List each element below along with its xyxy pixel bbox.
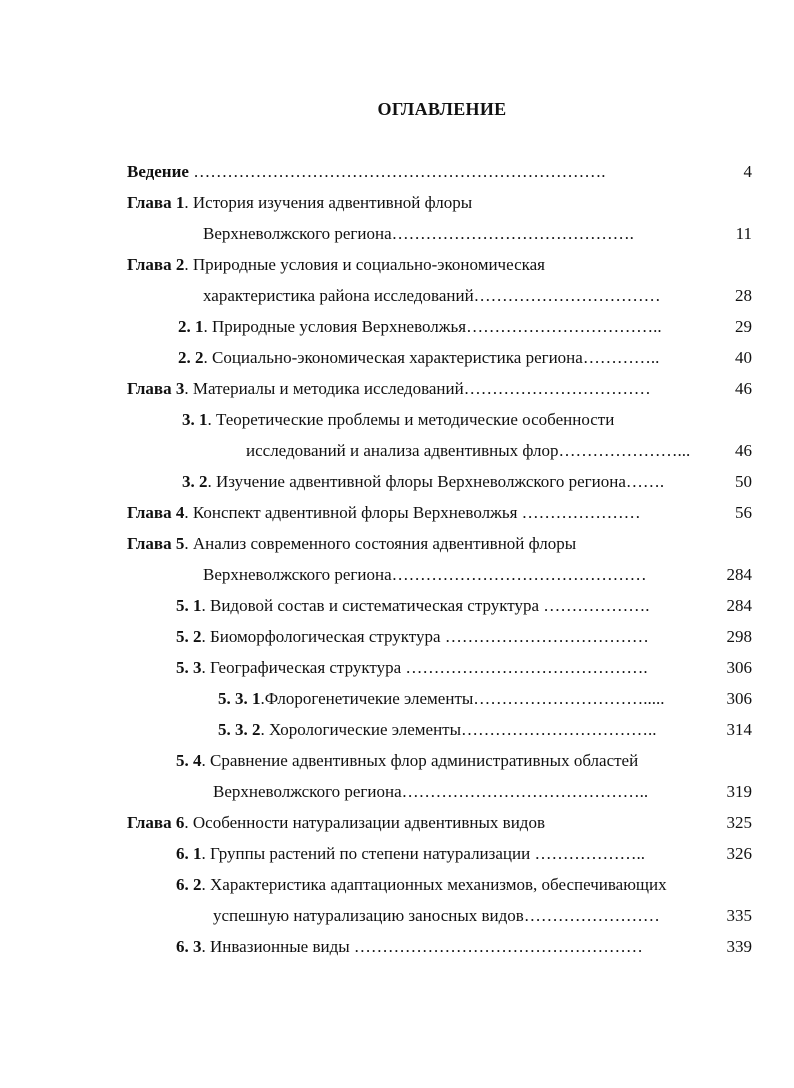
toc-text: . Хорологические элементы…………………………….. bbox=[260, 720, 657, 739]
toc-text: Верхневолжского региона…………………………………….. bbox=[213, 782, 649, 801]
toc-label: 6. 1 bbox=[176, 844, 202, 863]
toc-text: Верхневолжского региона……………………………………. bbox=[203, 224, 634, 243]
toc-label: 6. 2 bbox=[176, 875, 202, 894]
toc-line bbox=[127, 532, 576, 556]
page-title: ОГЛАВЛЕНИЕ bbox=[377, 99, 507, 119]
toc-text: . Теоретические проблемы и методические особенности bbox=[207, 410, 615, 429]
toc-label: 6. 3 bbox=[176, 937, 202, 956]
toc-text: . Конспект адвентивной флоры Верхневолжья ………………… bbox=[184, 503, 641, 522]
toc-line bbox=[176, 842, 645, 866]
toc-label: Ведение bbox=[127, 162, 189, 181]
toc-text: . Характеристика адаптационных механизмов, обеспечивающих bbox=[201, 875, 667, 894]
toc-label: 2. 1 bbox=[178, 317, 204, 336]
toc-text: . Анализ современного состояния адвентивной флоры bbox=[184, 534, 577, 553]
toc-line bbox=[182, 470, 664, 494]
toc-page-number: 50 bbox=[735, 472, 752, 491]
toc-text: исследований и анализа адвентивных флор…………………... bbox=[246, 441, 691, 460]
toc-line bbox=[127, 191, 472, 215]
toc-line bbox=[127, 253, 545, 277]
toc-line bbox=[178, 346, 659, 370]
toc-label: 5. 4 bbox=[176, 751, 202, 770]
toc-page-number: 284 bbox=[726, 596, 752, 615]
toc-page-number: 319 bbox=[726, 782, 752, 801]
toc-line bbox=[127, 160, 605, 184]
toc-label: 5. 3. 2 bbox=[218, 720, 261, 739]
toc-line bbox=[176, 594, 650, 618]
toc-line bbox=[176, 749, 638, 773]
toc-line bbox=[203, 563, 647, 587]
toc-text: успешную натурализацию заносных видов…………………… bbox=[213, 906, 660, 925]
toc-label: 5. 3 bbox=[176, 658, 202, 677]
toc-page-number: 306 bbox=[726, 689, 752, 708]
toc-text: . История изучения адвентивной флоры bbox=[184, 193, 473, 212]
toc-label: Глава 4 bbox=[127, 503, 185, 522]
toc-page-number: 4 bbox=[743, 162, 752, 181]
toc-text: . Видовой состав и систематическая структура ………………. bbox=[201, 596, 650, 615]
toc-page-number: 306 bbox=[726, 658, 752, 677]
toc-page-number: 284 bbox=[726, 565, 752, 584]
toc-line bbox=[176, 935, 643, 959]
toc-label: 3. 2 bbox=[182, 472, 208, 491]
toc-label: 5. 1 bbox=[176, 596, 202, 615]
toc-label: Глава 2 bbox=[127, 255, 185, 274]
toc-label: Глава 6 bbox=[127, 813, 185, 832]
toc-text: Верхневолжского региона……………………………………… bbox=[203, 565, 647, 584]
toc-page-number: 29 bbox=[735, 317, 752, 336]
toc-text: . Природные условия Верхневолжья…………………………….. bbox=[203, 317, 662, 336]
toc-line bbox=[213, 780, 648, 804]
toc-line bbox=[178, 315, 662, 339]
toc-text: . Биоморфологическая структура ……………………………… bbox=[201, 627, 649, 646]
toc-line bbox=[176, 625, 649, 649]
toc-label: 3. 1 bbox=[182, 410, 208, 429]
toc-text: . Инвазионные виды …………………………………………… bbox=[201, 937, 643, 956]
toc-text: . Социально-экономическая характеристика региона………….. bbox=[203, 348, 660, 367]
toc-page-number: 314 bbox=[726, 720, 752, 739]
toc-line bbox=[182, 408, 614, 432]
toc-text: . Особенности натурализации адвентивных видов bbox=[184, 813, 545, 832]
toc-page-number: 11 bbox=[735, 224, 752, 243]
toc-page-number: 339 bbox=[726, 937, 752, 956]
toc-line bbox=[218, 718, 657, 742]
toc-line bbox=[218, 687, 665, 711]
toc-text: . Сравнение адвентивных флор административных областей bbox=[201, 751, 639, 770]
toc-line bbox=[127, 377, 651, 401]
toc-text: характеристика района исследований…………………………… bbox=[203, 286, 661, 305]
toc-label: Глава 3 bbox=[127, 379, 185, 398]
toc-line bbox=[176, 873, 667, 897]
toc-label: 5. 2 bbox=[176, 627, 202, 646]
toc-line bbox=[127, 811, 545, 835]
toc-page-number: 298 bbox=[726, 627, 752, 646]
toc-page-number: 56 bbox=[735, 503, 752, 522]
toc-page-number: 46 bbox=[735, 379, 752, 398]
toc-page-number: 46 bbox=[735, 441, 752, 460]
toc-line bbox=[203, 222, 634, 246]
toc-label: Глава 5 bbox=[127, 534, 185, 553]
toc-line bbox=[246, 439, 690, 463]
toc-line bbox=[213, 904, 660, 928]
toc-page-number: 40 bbox=[735, 348, 752, 367]
toc-text: ………………………………………………………………. bbox=[188, 162, 606, 181]
toc-line bbox=[176, 656, 648, 680]
toc-page-number: 325 bbox=[726, 813, 752, 832]
toc-line bbox=[127, 501, 641, 525]
toc-page-number: 326 bbox=[726, 844, 752, 863]
toc-text: . Изучение адвентивной флоры Верхневолжского региона……. bbox=[207, 472, 665, 491]
toc-text: . Материалы и методика исследований…………………………… bbox=[184, 379, 651, 398]
toc-label: 2. 2 bbox=[178, 348, 204, 367]
toc-text: . Природные условия и социально-экономическая bbox=[184, 255, 545, 274]
toc-label: 5. 3. 1 bbox=[218, 689, 261, 708]
toc-text: . Группы растений по степени натурализации ……………….. bbox=[201, 844, 645, 863]
toc-page-number: 335 bbox=[726, 906, 752, 925]
toc-line bbox=[203, 284, 661, 308]
toc-label: Глава 1 bbox=[127, 193, 185, 212]
toc-text: .Флорогенетичекие элементы…………………………..... bbox=[260, 689, 665, 708]
toc-text: . Географическая структура ……………………………………. bbox=[201, 658, 648, 677]
toc-page-number: 28 bbox=[735, 286, 752, 305]
